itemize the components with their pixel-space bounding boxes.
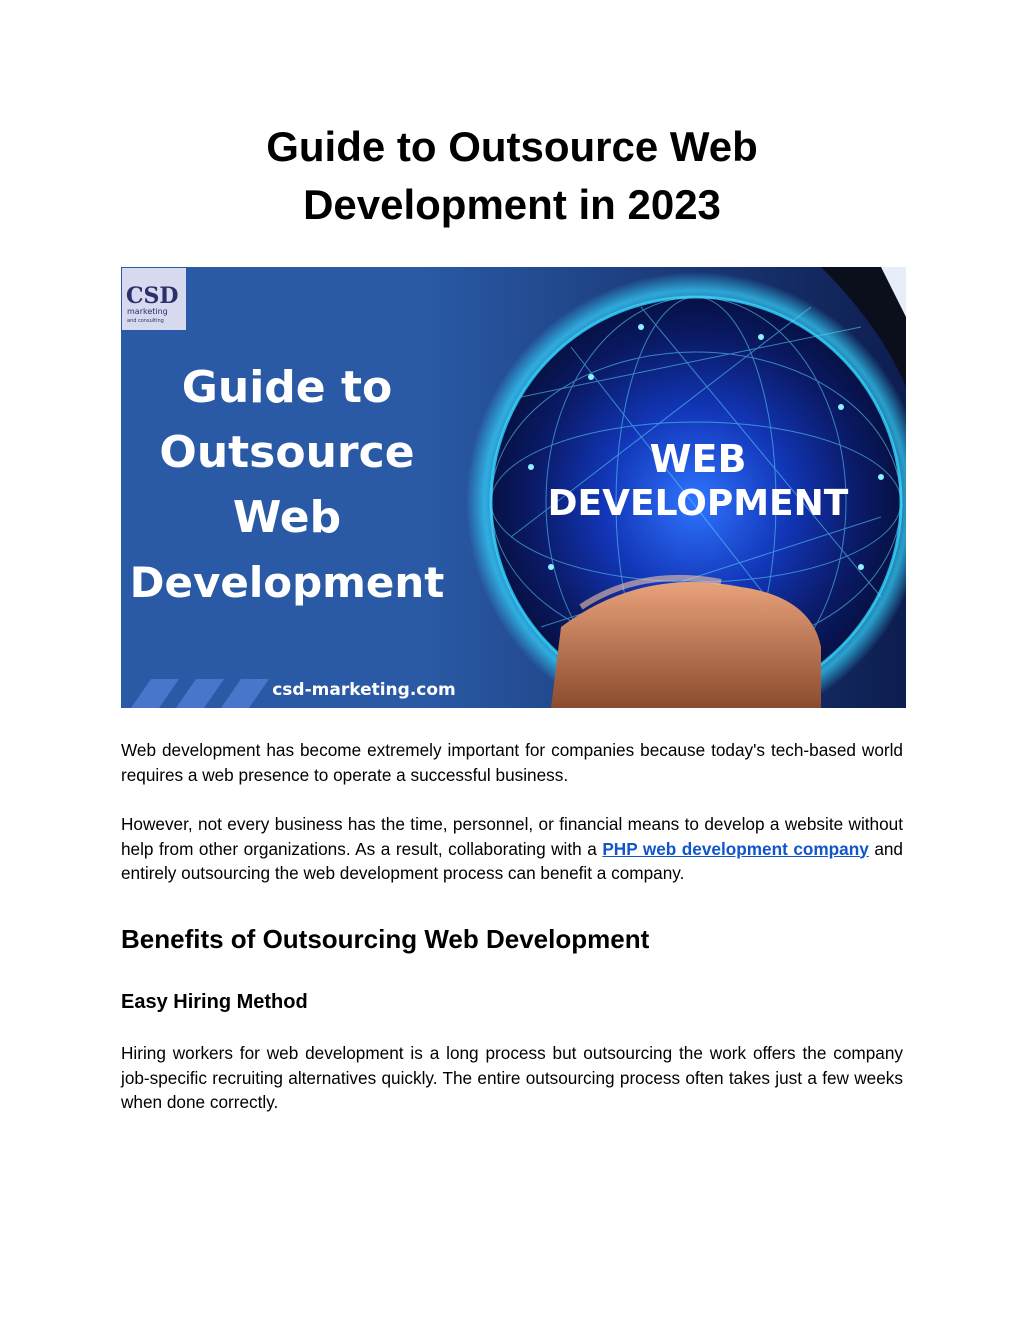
banner-headline-line-2: Outsource xyxy=(159,427,415,478)
hero-banner-image xyxy=(121,267,906,708)
banner-headline-line-3: Web xyxy=(232,492,342,543)
banner-headline-line-4: Development xyxy=(129,558,445,607)
subsection-heading: Easy Hiring Method xyxy=(121,991,308,1013)
globe-text-line-1: WEB xyxy=(649,437,747,481)
title-line-1: Guide to Outsource Web xyxy=(266,123,758,170)
section-heading: Benefits of Outsourcing Web Development xyxy=(121,924,650,954)
decorative-stripes xyxy=(131,679,269,708)
paragraph-text-after-link: and entirely outsourcing the web development process can benefit a company. xyxy=(121,838,903,883)
document-title xyxy=(0,118,1024,234)
globe-text-line-2: DEVELOPMENT xyxy=(547,483,849,524)
hiring-paragraph: Hiring workers for web development is a long process but outsourcing the work offers the company job-specific recruiting alternatives quickly. The entire outsourcing process often takes just a few weeks when done correctly. xyxy=(121,1043,903,1112)
banner-website-text: csd-marketing.com xyxy=(272,680,456,700)
title-line-2: Development in 2023 xyxy=(303,181,721,228)
paragraph-text-before-link: However, not every business has the time, personnel, or financial means to develop a website without help from other organizations. As a result, collaborating with a xyxy=(121,814,903,859)
logo-text: CSD xyxy=(126,283,179,309)
php-web-development-company-link[interactable]: PHP web development company xyxy=(602,838,869,859)
logo-subtext-1: marketing xyxy=(127,307,168,316)
banner-headline-line-1: Guide to xyxy=(181,362,393,413)
logo-subtext-2: and consulting xyxy=(127,318,164,324)
outsourcing-paragraph xyxy=(121,812,903,886)
csd-logo xyxy=(122,268,186,330)
intro-paragraph: Web development has become extremely important for companies because today's tech-based world requires a web presence to operate a successful business. xyxy=(121,740,903,785)
